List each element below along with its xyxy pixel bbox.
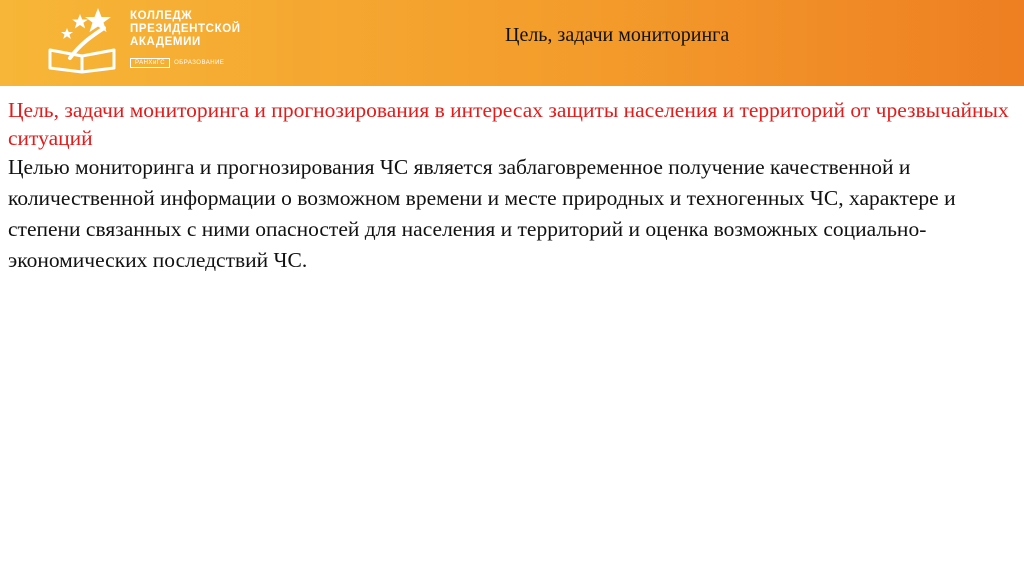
logo-line-1: КОЛЛЕДЖ — [130, 10, 193, 22]
header-title: Цель, задачи мониторинга — [505, 24, 730, 46]
content-body: Целью мониторинга и прогнозирования ЧС является заблаговременное получение качественной и количественной информации о возможном времени и месте природных и техногенных ЧС, характере и степени связанных с ними опасностей для населения и территорий и оценка возможных социально-экономических последствий ЧС. — [8, 155, 956, 272]
college-logo — [42, 6, 282, 76]
stars-book-emblem-icon — [42, 6, 126, 74]
logo-subtitle — [130, 58, 224, 68]
logo-sub-left: РАНХиГС — [130, 58, 170, 68]
logo-line-2: ПРЕЗИДЕНТСКОЙ — [130, 23, 241, 35]
header-bar — [0, 0, 1024, 86]
logo-line-3: АКАДЕМИИ — [130, 36, 201, 48]
content-heading: Цель, задачи мониторинга и прогнозирования в интересах защиты населения и территорий от чрезвычайных ситуаций — [8, 98, 1009, 150]
slide-content — [8, 96, 1016, 276]
logo-text — [130, 10, 241, 49]
logo-sub-right: ОБРАЗОВАНИЕ — [174, 60, 225, 66]
